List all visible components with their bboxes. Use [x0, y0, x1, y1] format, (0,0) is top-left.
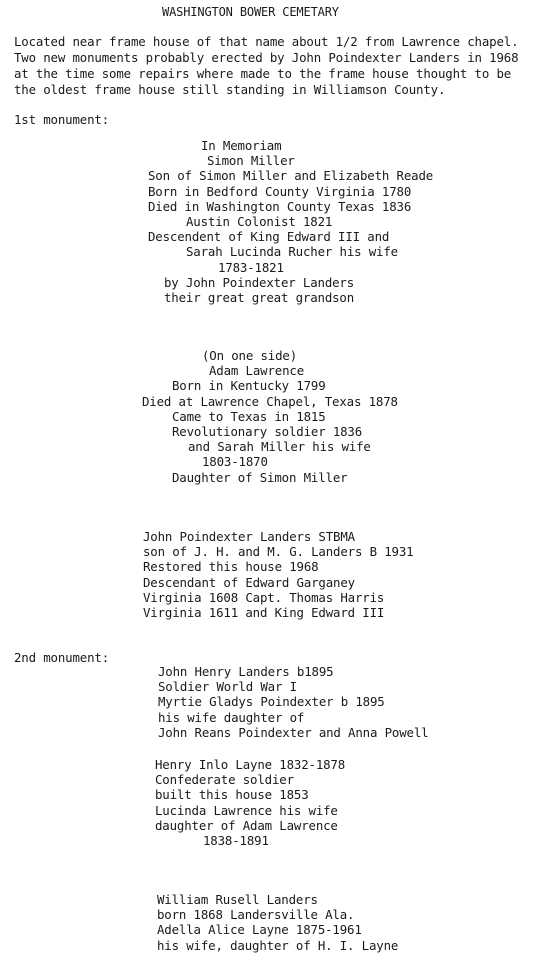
inscription-line: John Poindexter Landers STBMA — [143, 529, 355, 544]
william-inscription — [157, 892, 398, 953]
memoriam-inscription — [148, 138, 433, 305]
inscription-line: his wife, daughter of H. I. Layne — [157, 937, 399, 953]
inscription-line: Virginia 1608 Capt. Thomas Harris — [143, 589, 385, 605]
page-title: WASHINGTON BOWER CEMETARY — [162, 5, 339, 19]
inscription-line: 1803-1870 — [202, 454, 268, 470]
inscription-line: Born in Kentucky 1799 — [172, 378, 326, 394]
inscription-line: built this house 1853 — [155, 787, 309, 803]
inscription-line: Myrtie Gladys Poindexter b 1895 — [158, 694, 385, 710]
inscription-line: Descendant of Edward Garganey — [143, 574, 355, 590]
inscription-line: Born in Bedford County Virginia 1780 — [148, 183, 412, 199]
inscription-line: Henry Inlo Layne 1832-1878 — [155, 757, 346, 772]
inscription-line: William Rusell Landers — [157, 892, 318, 907]
intro-paragraph — [14, 34, 518, 98]
inscription-line: Adella Alice Layne 1875-1961 — [157, 922, 362, 938]
inscription-line: In Memoriam — [201, 138, 282, 153]
inscription-line: John Henry Landers b1895 — [158, 664, 334, 679]
inscription-line: Died at Lawrence Chapel, Texas 1878 — [142, 393, 398, 409]
inscription-line: 1838-1891 — [203, 833, 269, 849]
john-henry-inscription — [158, 664, 428, 740]
inscription-line: daughter of Adam Lawrence — [155, 817, 338, 833]
inscription-line: (On one side) — [202, 348, 298, 363]
inscription-line: their great great grandson — [164, 290, 355, 306]
inscription-line: Lucinda Lawrence his wife — [155, 802, 338, 818]
intro-line: the oldest frame house still standing in Williamson County. — [14, 82, 446, 97]
inscription-line: Austin Colonist 1821 — [186, 214, 333, 230]
second-monument-label: 2nd monument: — [14, 650, 110, 665]
inscription-line: Restored this house 1968 — [143, 559, 319, 575]
inscription-line: Died in Washington County Texas 1836 — [148, 198, 412, 214]
intro-line: at the time some repairs where made to the frame house thought to be — [14, 66, 512, 81]
inscription-line: Adam Lawrence — [209, 363, 305, 379]
restorer-inscription — [143, 529, 413, 620]
inscription-line: his wife daughter of — [158, 709, 305, 725]
inscription-line: by John Poindexter Landers — [164, 274, 355, 290]
inscription-line: and Sarah Miller his wife — [188, 439, 371, 455]
inscription-line: Soldier World War I — [158, 679, 297, 695]
inscription-line: Virginia 1611 and King Edward III — [143, 605, 385, 621]
intro-line: Located near frame house of that name about 1/2 from Lawrence chapel. — [14, 34, 519, 49]
inscription-line: Sarah Lucinda Rucher his wife — [186, 244, 398, 260]
inscription-line: Simon Miller — [207, 153, 295, 169]
inscription-line: 1783-1821 — [218, 259, 284, 275]
first-monument-label: 1st monument: — [14, 112, 110, 127]
inscription-line: Descendent of King Edward III and — [148, 229, 390, 245]
inscription-line: Came to Texas in 1815 — [172, 408, 326, 424]
intro-line: Two new monuments probably erected by John Poindexter Landers in 1968 — [14, 50, 519, 65]
inscription-line: born 1868 Landersville Ala. — [157, 907, 355, 923]
inscription-line: Confederate soldier — [155, 772, 294, 788]
henry-inlo-inscription — [155, 757, 345, 848]
side-inscription — [142, 348, 398, 485]
inscription-line: Daughter of Simon Miller — [172, 469, 348, 485]
inscription-line: John Reans Poindexter and Anna Powell — [158, 724, 429, 740]
inscription-line: son of J. H. and M. G. Landers B 1931 — [143, 544, 414, 560]
inscription-line: Son of Simon Miller and Elizabeth Reade — [148, 168, 434, 184]
inscription-line: Revolutionary soldier 1836 — [172, 424, 363, 440]
